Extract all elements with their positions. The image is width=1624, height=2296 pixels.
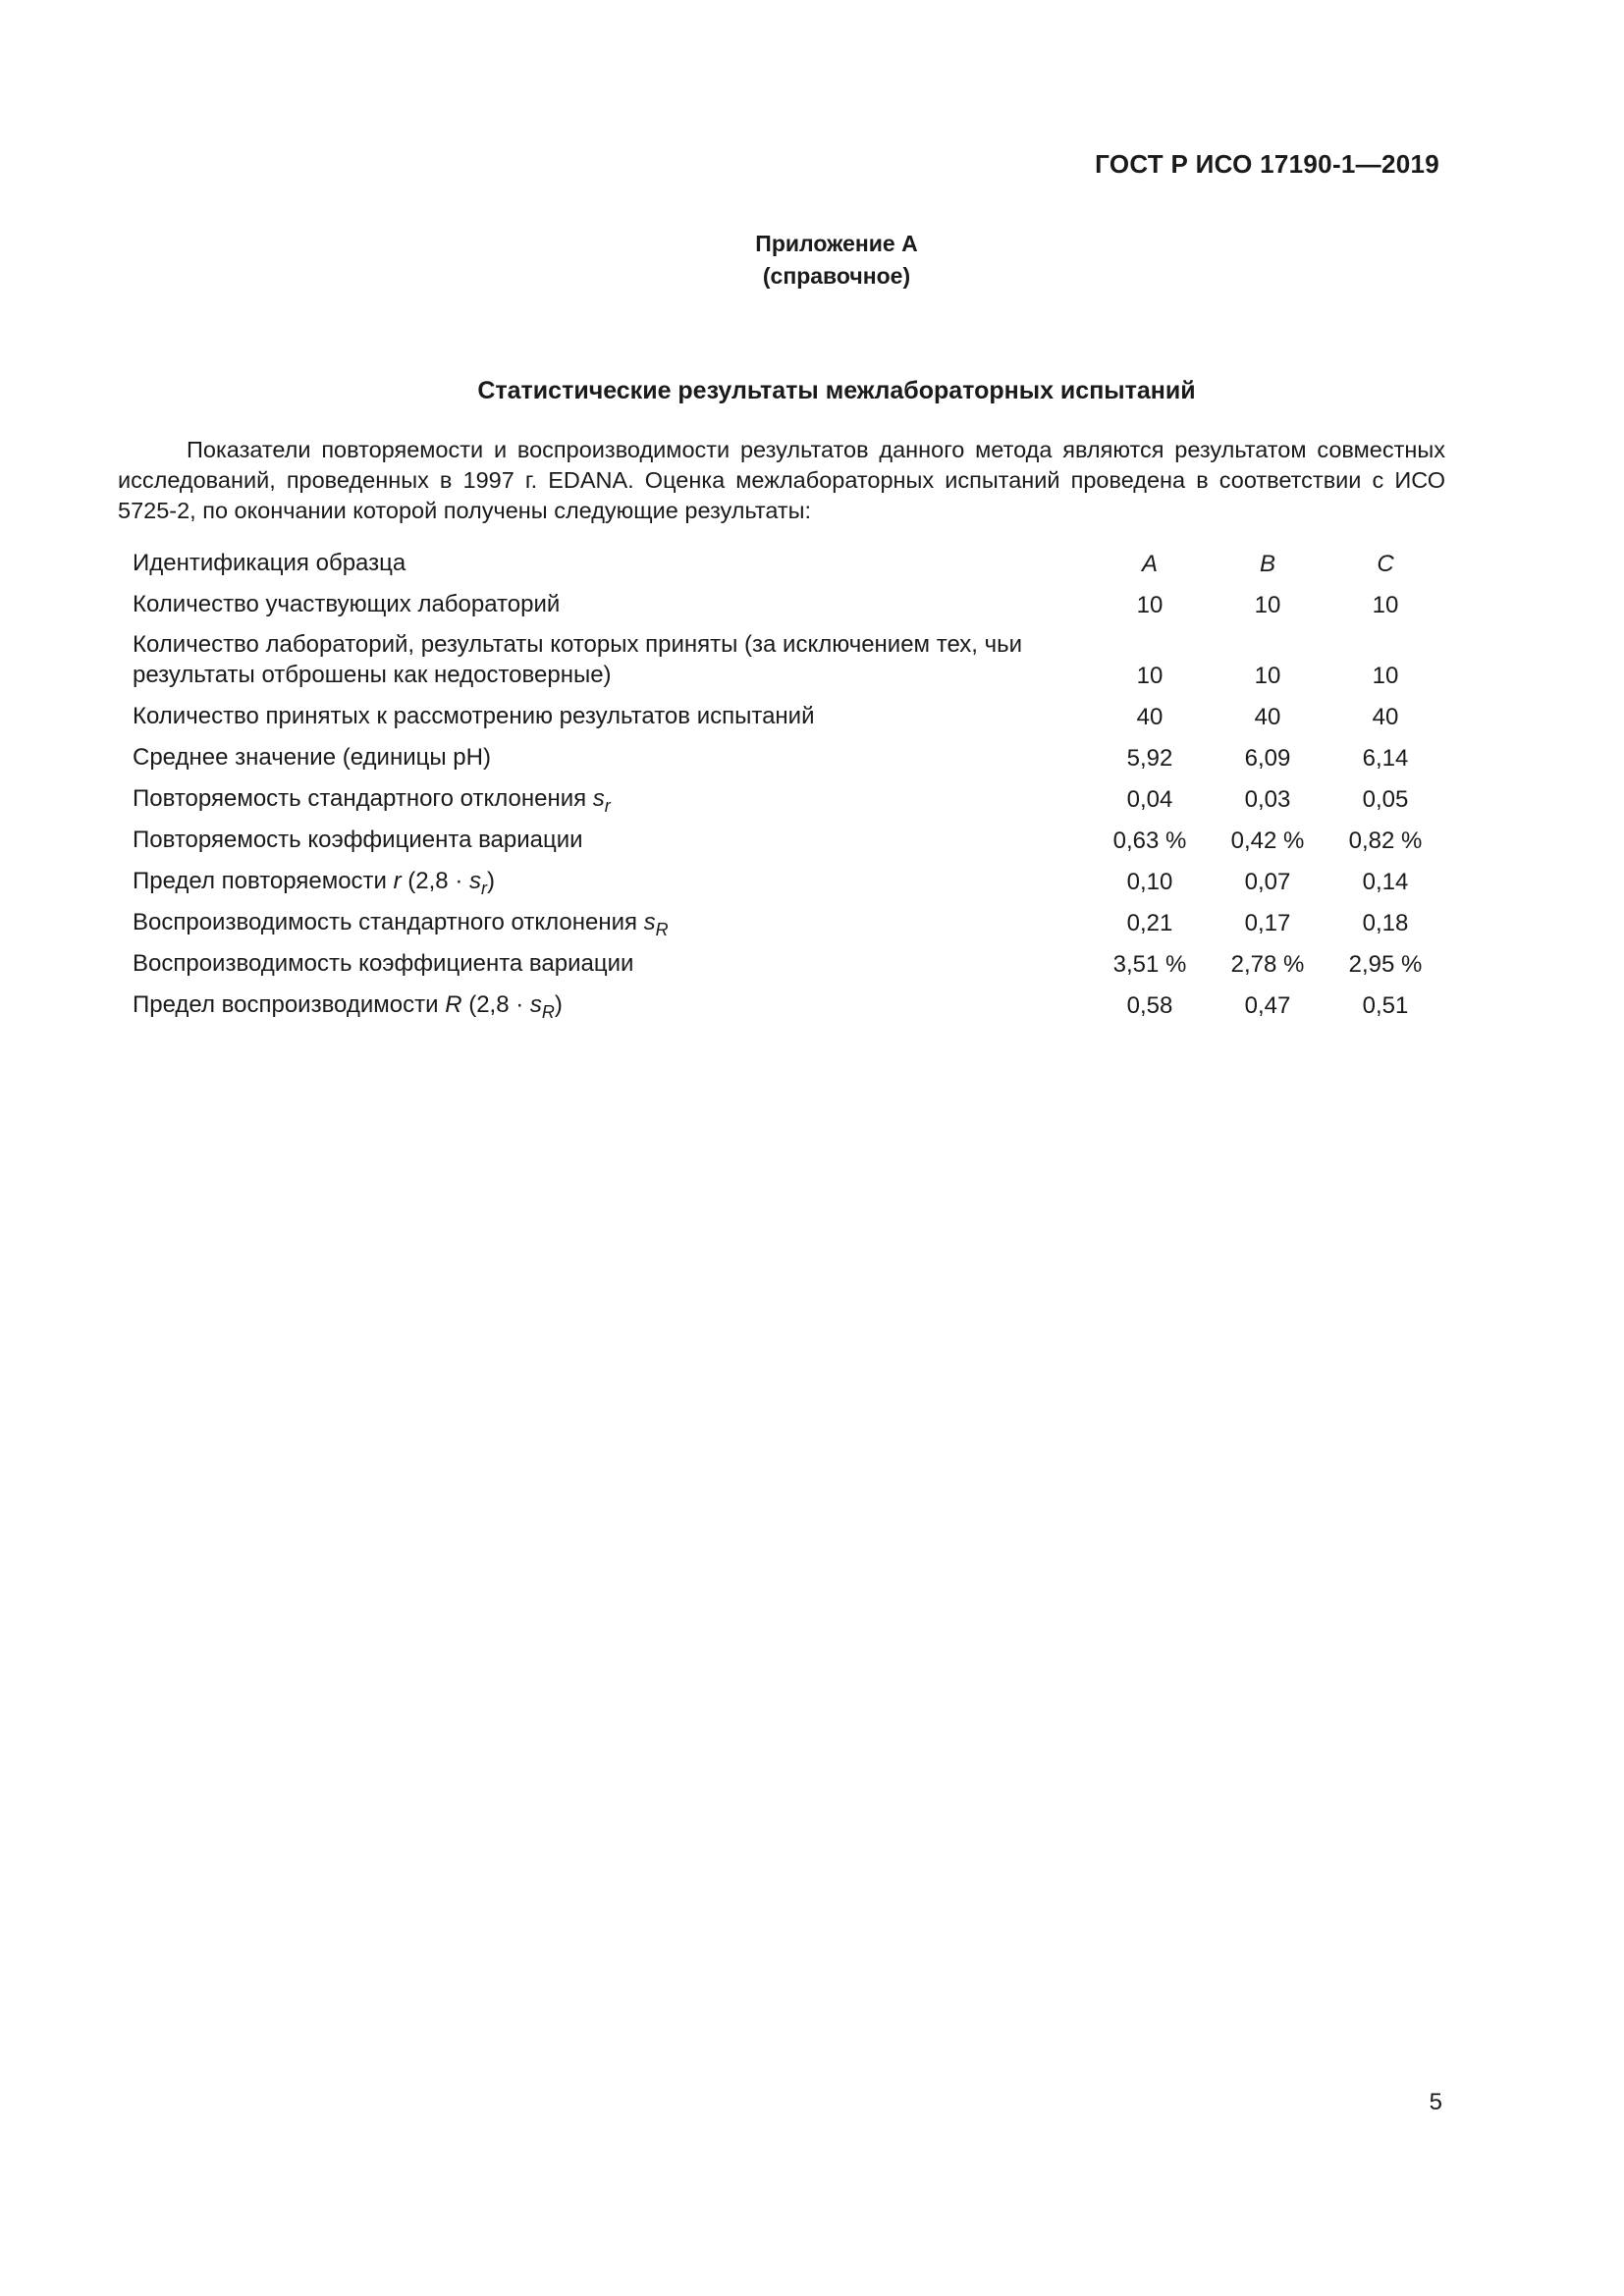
row-label: [133, 979, 1091, 1020]
formula-open: (2,8 ·: [401, 868, 469, 894]
table-row: [133, 619, 1444, 690]
formula-close: ): [554, 991, 563, 1018]
section-title: Статистические результаты межлабораторных испытаний: [477, 377, 1196, 404]
table-row: [133, 814, 1444, 855]
page-number: 5: [1429, 2089, 1442, 2115]
subscript-r: r: [604, 796, 611, 816]
cell-c: 0,51: [1362, 992, 1409, 1019]
table-row: [133, 578, 1444, 619]
symbol-s: s: [468, 868, 481, 894]
cell-a: 10: [1136, 663, 1164, 689]
row-label-text: Предел воспроизводимости: [133, 991, 446, 1018]
cell-a: 0,04: [1126, 786, 1173, 813]
header-label: Идентификация образца: [133, 550, 406, 576]
cell-c: 0,14: [1362, 869, 1409, 895]
row-label-text: Воспроизводимость стандартного отклонения: [133, 909, 644, 935]
table-row: [133, 731, 1444, 773]
row-label-text: Повторяемость стандартного отклонения: [133, 785, 593, 812]
cell-a: 0,58: [1126, 992, 1173, 1019]
row-label: Среднее значение (единицы pH): [133, 744, 491, 771]
column-header-b: B: [1259, 551, 1275, 577]
subscript-R: R: [541, 1002, 555, 1022]
cell-b: 0,07: [1244, 869, 1291, 895]
table-row: [133, 690, 1444, 731]
row-label: [133, 773, 1091, 814]
cell-b: 10: [1254, 663, 1281, 689]
column-header-c: C: [1377, 551, 1394, 577]
row-label: Количество лабораторий, результаты которых приняты (за исключением тех, чьи результаты отброшены как недостоверные): [133, 631, 1023, 688]
cell-b: 0,17: [1244, 910, 1291, 936]
row-label: Воспроизводимость коэффициента вариации: [133, 950, 634, 977]
cell-a: 3,51 %: [1112, 951, 1187, 978]
cell-c: 40: [1372, 704, 1399, 730]
results-table: [133, 537, 1444, 1020]
cell-b: 0,47: [1244, 992, 1291, 1019]
symbol-R: R: [445, 991, 462, 1018]
row-label: [133, 896, 1091, 937]
symbol-s: s: [643, 909, 656, 935]
cell-a: 0,21: [1126, 910, 1173, 936]
annex-status: (справочное): [762, 263, 911, 289]
cell-c: 6,14: [1362, 745, 1409, 772]
annex-heading: [0, 228, 1624, 293]
symbol-r: r: [393, 868, 402, 894]
standard-code: ГОСТ Р ИСО 17190-1—2019: [1095, 149, 1439, 179]
cell-c: 10: [1372, 592, 1399, 618]
symbol-s: s: [529, 991, 542, 1018]
table-row: [133, 855, 1444, 896]
cell-c: 0,18: [1362, 910, 1409, 936]
subscript-r: r: [480, 879, 487, 898]
cell-c: 10: [1372, 663, 1399, 689]
cell-b: 6,09: [1244, 745, 1291, 772]
cell-b: 40: [1254, 704, 1281, 730]
cell-c: 2,95 %: [1348, 951, 1423, 978]
table-row: [133, 979, 1444, 1020]
cell-c: 0,82 %: [1348, 828, 1423, 854]
table-row: [133, 937, 1444, 979]
row-label: [133, 855, 1091, 896]
symbol-s: s: [592, 785, 605, 812]
cell-b: 0,03: [1244, 786, 1291, 813]
cell-a: 0,63 %: [1112, 828, 1187, 854]
row-label: Количество принятых к рассмотрению результатов испытаний: [133, 703, 815, 729]
cell-b: 10: [1254, 592, 1281, 618]
formula-close: ): [486, 868, 495, 894]
row-label: Количество участвующих лабораторий: [133, 591, 561, 617]
cell-a: 40: [1136, 704, 1164, 730]
annex-title: Приложение А: [755, 231, 918, 256]
table-row: [133, 773, 1444, 814]
cell-a: 5,92: [1126, 745, 1173, 772]
cell-c: 0,05: [1362, 786, 1409, 813]
cell-b: 0,42 %: [1230, 828, 1305, 854]
cell-b: 2,78 %: [1230, 951, 1305, 978]
cell-a: 0,10: [1126, 869, 1173, 895]
table-row: [133, 896, 1444, 937]
table-header-row: [133, 537, 1444, 578]
formula-open: (2,8 ·: [461, 991, 530, 1018]
row-label: Повторяемость коэффициента вариации: [133, 827, 583, 853]
row-label-text: Предел повторяемости: [133, 868, 394, 894]
intro-paragraph: Показатели повторяемости и воспроизводимости результатов данного метода являются результатом совместных исследований, проведенных в 1997 г. EDANA. Оценка межлабораторных испытаний проведена в соответствии с ИСО 5725-2, по окончании которой получены следующие результаты:: [118, 437, 1445, 523]
cell-a: 10: [1136, 592, 1164, 618]
column-header-a: A: [1141, 551, 1158, 577]
subscript-R: R: [655, 920, 669, 939]
